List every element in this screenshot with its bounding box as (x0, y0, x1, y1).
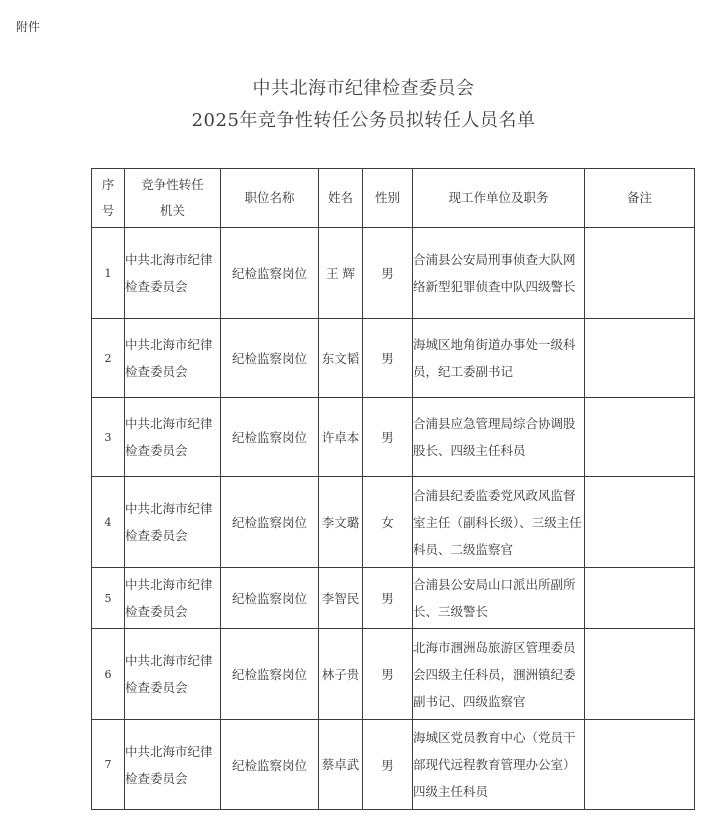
row-seq: 4 (92, 477, 125, 568)
row-name: 蔡卓武 (319, 720, 363, 810)
table-row (92, 629, 695, 720)
table-row (92, 398, 695, 477)
row-seq: 5 (92, 568, 125, 629)
row-position: 纪检监察岗位 (221, 720, 319, 810)
table-row (92, 568, 695, 629)
row-position: 纪检监察岗位 (221, 477, 319, 568)
row-name: 林子贵 (319, 629, 363, 720)
row-current-position: 海城区党员教育中心（党员干部现代远程教育管理办公室）四级主任科员 (413, 720, 585, 810)
header-agency: 竞争性转任机关 (125, 169, 221, 228)
row-position: 纪检监察岗位 (221, 568, 319, 629)
table-row (92, 228, 695, 319)
row-agency: 中共北海市纪律检查委员会 (125, 720, 221, 810)
row-seq: 3 (92, 398, 125, 477)
page-title: 中共北海市纪律检查委员会 (252, 78, 475, 99)
row-remarks (585, 477, 695, 568)
header-gender: 性别 (363, 169, 413, 228)
row-seq: 6 (92, 629, 125, 720)
row-seq: 1 (92, 228, 125, 319)
row-current-position: 合浦县公安局山口派出所副所长、三级警长 (413, 568, 585, 629)
row-agency: 中共北海市纪律检查委员会 (125, 629, 221, 720)
header-name: 姓名 (319, 169, 363, 228)
row-gender: 男 (363, 398, 413, 477)
row-remarks (585, 629, 695, 720)
row-gender: 男 (363, 319, 413, 398)
row-remarks (585, 398, 695, 477)
row-name: 李文璐 (319, 477, 363, 568)
row-remarks (585, 720, 695, 810)
row-current-position: 合浦县公安局刑事侦查大队网络新型犯罪侦查中队四级警长 (413, 228, 585, 319)
row-gender: 男 (363, 720, 413, 810)
row-current-position: 北海市涠洲岛旅游区管理委员会四级主任科员，涠洲镇纪委副书记、四级监察官 (413, 629, 585, 720)
table-row (92, 319, 695, 398)
row-position: 纪检监察岗位 (221, 629, 319, 720)
header-position: 职位名称 (221, 169, 319, 228)
row-agency: 中共北海市纪律检查委员会 (125, 477, 221, 568)
row-name: 李智民 (319, 568, 363, 629)
row-name: 许卓本 (319, 398, 363, 477)
row-name: 东文韬 (319, 319, 363, 398)
header-current-position: 现工作单位及职务 (413, 169, 585, 228)
row-current-position: 合浦县应急管理局综合协调股股长、四级主任科员 (413, 398, 585, 477)
header-remarks: 备注 (585, 169, 695, 228)
header-seq: 序号 (92, 169, 125, 228)
row-position: 纪检监察岗位 (221, 398, 319, 477)
row-position: 纪检监察岗位 (221, 228, 319, 319)
row-current-position: 合浦县纪委监委党风政风监督室主任（副科长级）、三级主任科员、二级监察官 (413, 477, 585, 568)
row-name: 王 辉 (319, 228, 363, 319)
table-row (92, 477, 695, 568)
row-remarks (585, 568, 695, 629)
table-row (92, 720, 695, 810)
candidate-table (91, 168, 695, 810)
row-gender: 男 (363, 629, 413, 720)
row-gender: 女 (363, 477, 413, 568)
row-seq: 2 (92, 319, 125, 398)
row-agency: 中共北海市纪律检查委员会 (125, 398, 221, 477)
row-agency: 中共北海市纪律检查委员会 (125, 319, 221, 398)
row-agency: 中共北海市纪律检查委员会 (125, 228, 221, 319)
row-remarks (585, 228, 695, 319)
row-remarks (585, 319, 695, 398)
attachment-label: 附件 (16, 20, 41, 34)
row-agency: 中共北海市纪律检查委员会 (125, 568, 221, 629)
row-position: 纪检监察岗位 (221, 319, 319, 398)
table-header-row (92, 169, 695, 228)
row-gender: 男 (363, 228, 413, 319)
page-subtitle: 2025年竞争性转任公务员拟转任人员名单 (191, 110, 536, 131)
row-seq: 7 (92, 720, 125, 810)
row-current-position: 海城区地角街道办事处一级科员，纪工委副书记 (413, 319, 585, 398)
row-gender: 男 (363, 568, 413, 629)
